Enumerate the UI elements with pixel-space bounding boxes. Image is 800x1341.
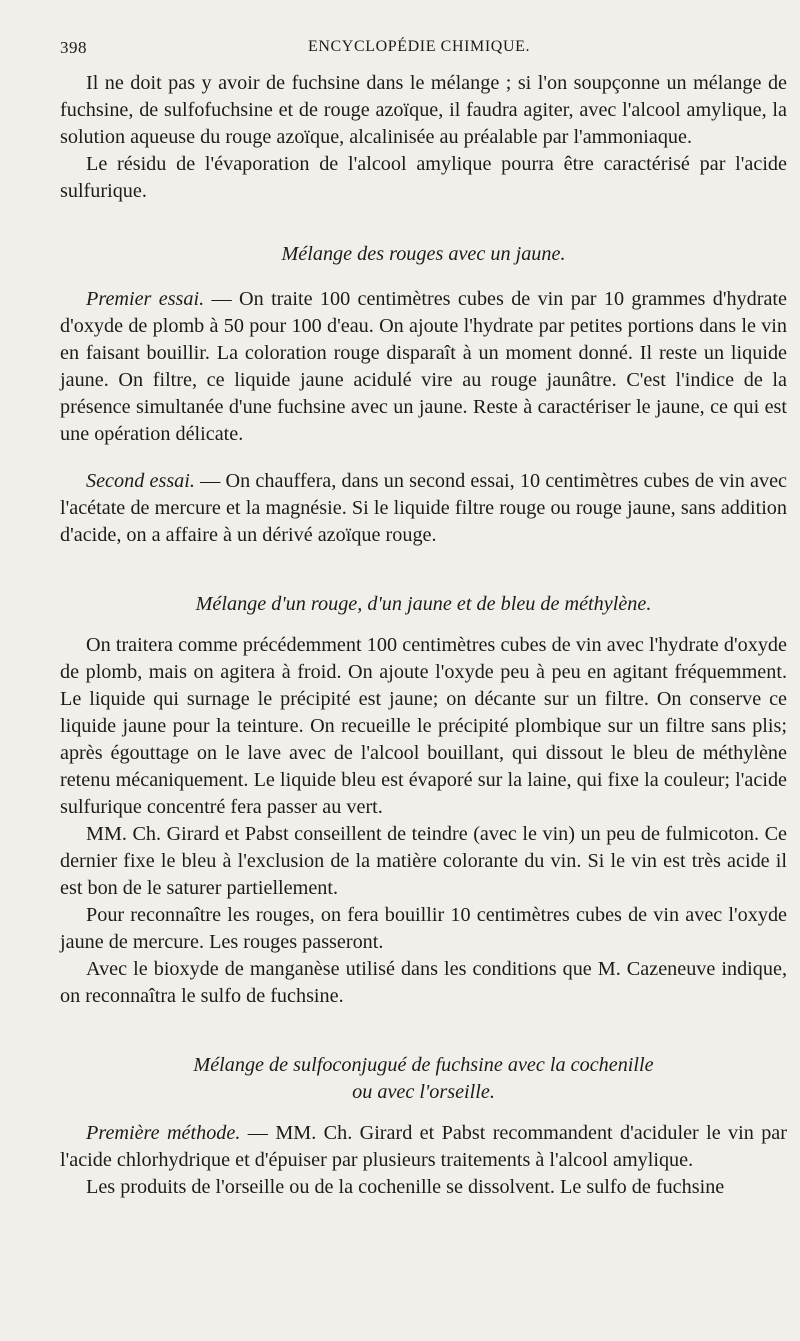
- paragraph-text: — On chauffera, dans un second essai, 10 centimètres cubes de vin avec l'acétate de mercure et la magnésie. Si le liquide filtre rouge ou rouge jaune, sans addition d'acide, on a affaire à un dérivé azoïque rouge.: [60, 470, 788, 546]
- paragraph: Pour reconnaître les rouges, on fera bouillir 10 centimètres cubes de vin avec l'oxyde jaune de mercure. Les rouges passeront.: [60, 904, 787, 953]
- paragraph-text: — On traite 100 centimètres cubes de vin par 10 grammes d'hydrate d'oxyde de plomb à 50 pour 100 d'eau. On ajoute l'hydrate par petites portions dans le vin en faisant bouillir. La coloration rouge disparaît à un moment donné. Il reste un liquide jaune. On filtre, ce liquide jaune acidulé vire au rouge jaunâtre. C'est l'indice de la présence simultanée d'une fuchsine avec un jaune. Reste à caractériser le jaune, ce qui est une opération délicate.: [60, 288, 787, 445]
- section-heading: Mélange des rouges avec un jaune.: [281, 243, 566, 265]
- paragraph: Les produits de l'orseille ou de la cochenille se dissolvent. Le sulfo de fuchsine: [86, 1176, 725, 1198]
- section-heading-line: Mélange de sulfoconjugué de fuchsine avec la cochenille: [193, 1054, 654, 1076]
- paragraph-text: — MM. Ch. Girard et Pabst recommandent d'aciduler le vin par l'acide chlorhydrique et d'épuiser par plusieurs traitements à l'alcool amylique.: [60, 1122, 787, 1171]
- running-title: ENCYCLOPÉDIE CHIMIQUE.: [308, 38, 531, 55]
- paragraph: [60, 468, 787, 549]
- paragraph: MM. Ch. Girard et Pabst conseillent de teindre (avec le vin) un peu de fulmicoton. Ce dernier fixe le bleu à l'exclusion de la matière colorante du vin. Si le vin est très acide il est bon de le saturer partiellement.: [60, 823, 787, 899]
- paragraph: [60, 286, 787, 448]
- paragraph: On traitera comme précédemment 100 centimètres cubes de vin avec l'hydrate d'oxyde de plomb, mais on agitera à froid. On ajoute l'oxyde peu à peu en agitant fréquemment. Le liquide qui surnage le précipité est jaune; on décante sur un filtre. On conserve ce liquide jaune pour la teinture. On recueille le précipité plombique sur un filtre sans plis; après égouttage on le lave avec de l'alcool bouillant, qui dissout le bleu de méthylène retenu mécaniquement. Le liquide bleu est évaporé sur la laine, qui fixe la couleur; l'acide sulfurique concentré fera passer au vert.: [60, 634, 787, 818]
- section-heading-line: ou avec l'orseille.: [352, 1081, 495, 1103]
- page-body: [60, 70, 787, 1201]
- paragraph-lead: Première méthode.: [86, 1122, 241, 1144]
- section-heading: [60, 1052, 787, 1106]
- paragraph-lead: Premier essai.: [86, 288, 205, 310]
- paragraph-lead: Second essai.: [86, 470, 195, 492]
- page-number: 398: [60, 38, 87, 57]
- paragraph: Le résidu de l'évaporation de l'alcool amylique pourra être caractérisé par l'acide sulfurique.: [60, 153, 787, 202]
- page-header: [60, 38, 788, 64]
- paragraph: [60, 1120, 787, 1174]
- section-heading: Mélange d'un rouge, d'un jaune et de bleu de méthylène.: [195, 593, 652, 615]
- paragraph: Avec le bioxyde de manganèse utilisé dans les conditions que M. Cazeneuve indique, on reconnaîtra le sulfo de fuchsine.: [60, 958, 787, 1007]
- paragraph: Il ne doit pas y avoir de fuchsine dans le mélange ; si l'on soupçonne un mélange de fuchsine, de sulfofuchsine et de rouge azoïque, il faudra agiter, avec l'alcool amylique, la solution aqueuse du rouge azoïque, alcalinisée au préalable par l'ammoniaque.: [60, 72, 787, 148]
